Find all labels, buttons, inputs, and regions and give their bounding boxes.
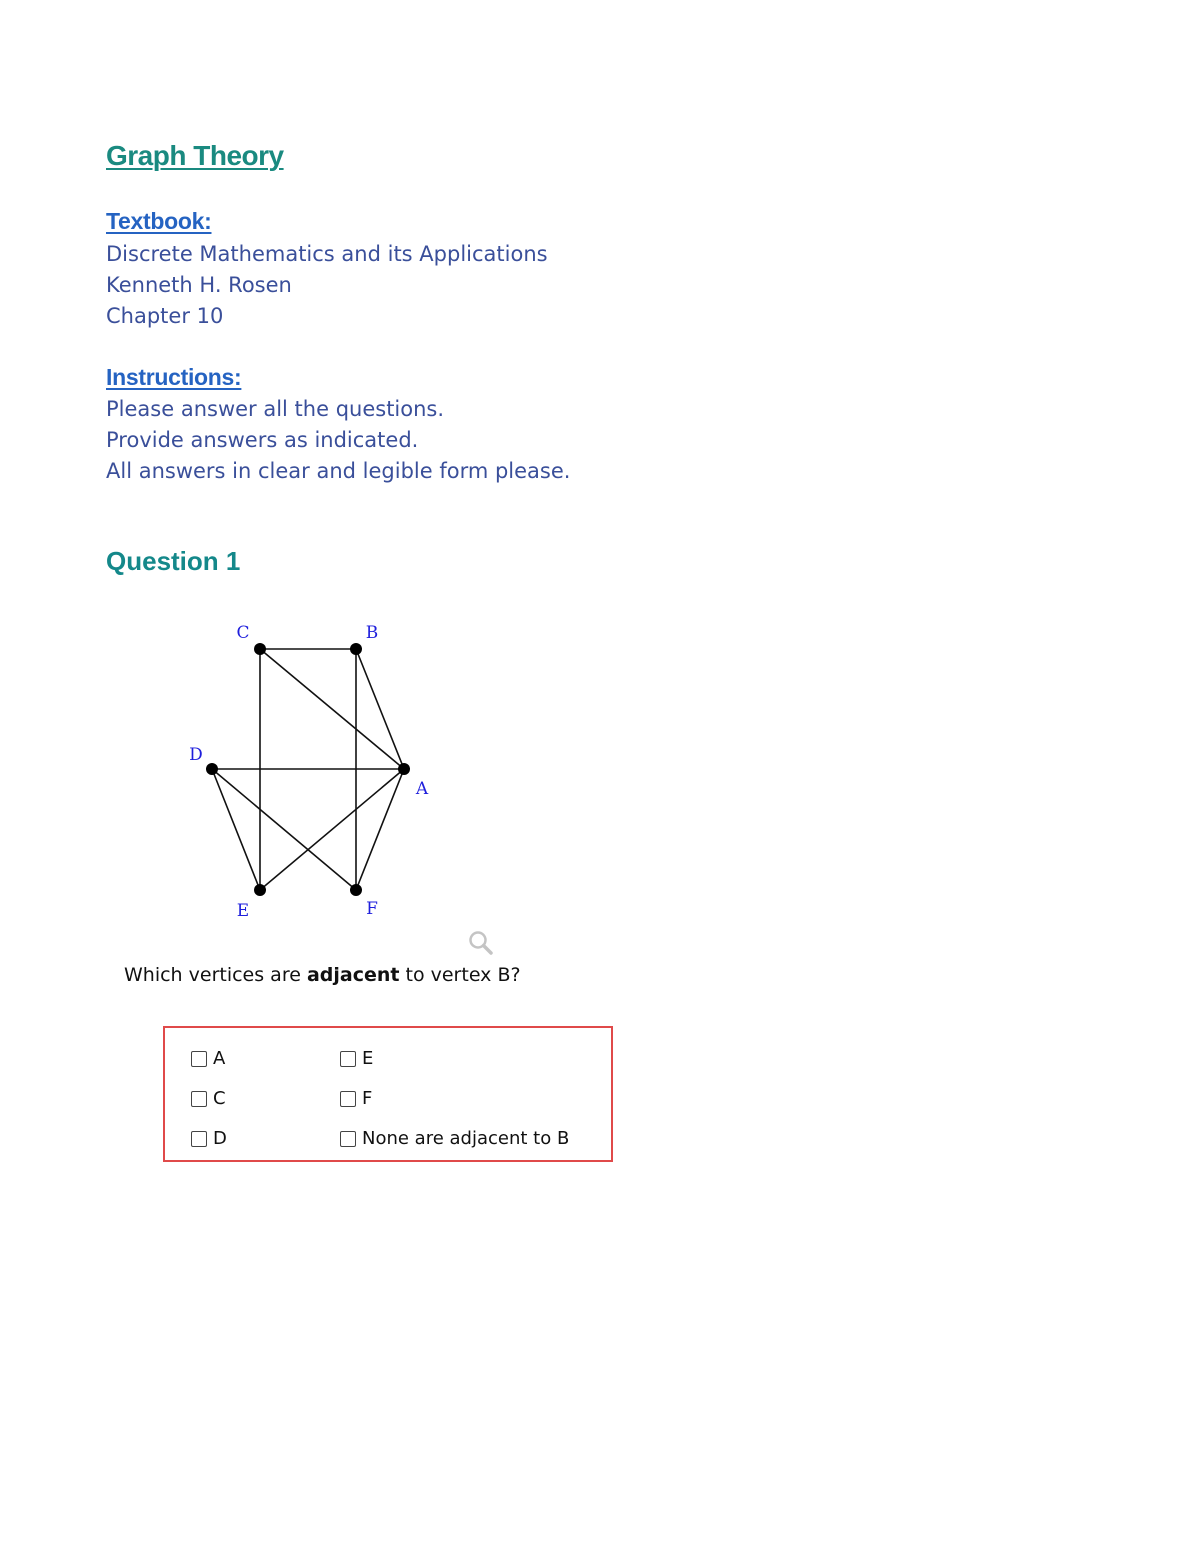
option-c-label: C <box>213 1088 226 1109</box>
document-title: Graph Theory <box>106 140 284 171</box>
edge-c-a <box>260 649 404 769</box>
vertex-label-b: B <box>365 623 379 643</box>
prompt-text-after: to vertex B? <box>399 964 521 986</box>
graph-figure <box>170 610 460 920</box>
option-f-label: F <box>362 1088 373 1109</box>
option-a-label: A <box>213 1048 226 1069</box>
vertex-label-e: E <box>236 901 250 920</box>
checkbox-e[interactable] <box>340 1051 356 1067</box>
textbook-book-title: Discrete Mathematics and its Applications <box>106 242 548 266</box>
checkbox-a[interactable] <box>191 1051 207 1067</box>
textbook-author: Kenneth H. Rosen <box>106 273 292 297</box>
instructions-heading: Instructions: <box>106 364 242 390</box>
option-e[interactable] <box>340 1048 373 1069</box>
option-a[interactable] <box>191 1048 225 1069</box>
question-prompt <box>124 964 521 986</box>
option-d-label: D <box>213 1128 227 1149</box>
checkbox-d[interactable] <box>191 1131 207 1147</box>
vertex-c <box>254 643 266 655</box>
edge-b-a <box>356 649 404 769</box>
option-e-label: E <box>362 1048 374 1069</box>
option-none-label: None are adjacent to B <box>362 1128 570 1149</box>
edge-a-f <box>356 769 404 890</box>
question-1-title: Question 1 <box>106 546 241 576</box>
option-c[interactable] <box>191 1088 226 1109</box>
vertex-label-a: A <box>415 779 429 799</box>
option-f[interactable] <box>340 1088 372 1109</box>
edge-d-f <box>212 769 356 890</box>
vertex-e <box>254 884 266 896</box>
checkbox-c[interactable] <box>191 1091 207 1107</box>
textbook-chapter: Chapter 10 <box>106 304 224 328</box>
edge-d-e <box>212 769 260 890</box>
checkbox-none[interactable] <box>340 1131 356 1147</box>
vertex-label-f: F <box>366 899 378 919</box>
instruction-line-1: Please answer all the questions. <box>106 397 445 421</box>
answer-options-box <box>163 1026 613 1162</box>
instruction-line-3: All answers in clear and legible form please. <box>106 459 571 483</box>
option-none[interactable] <box>340 1128 569 1149</box>
vertex-a <box>398 763 410 775</box>
vertex-b <box>350 643 362 655</box>
prompt-emphasis: adjacent <box>306 964 400 986</box>
option-d[interactable] <box>191 1128 227 1149</box>
prompt-text-before: Which vertices are <box>124 964 307 986</box>
checkbox-f[interactable] <box>340 1091 356 1107</box>
edge-a-e <box>260 769 404 890</box>
vertex-d <box>206 763 218 775</box>
vertex-label-d: D <box>189 745 203 765</box>
vertex-label-c: C <box>236 623 250 643</box>
textbook-heading: Textbook: <box>106 208 212 234</box>
vertex-f <box>350 884 362 896</box>
magnifier-icon[interactable] <box>466 928 496 958</box>
instruction-line-2: Provide answers as indicated. <box>106 428 419 452</box>
